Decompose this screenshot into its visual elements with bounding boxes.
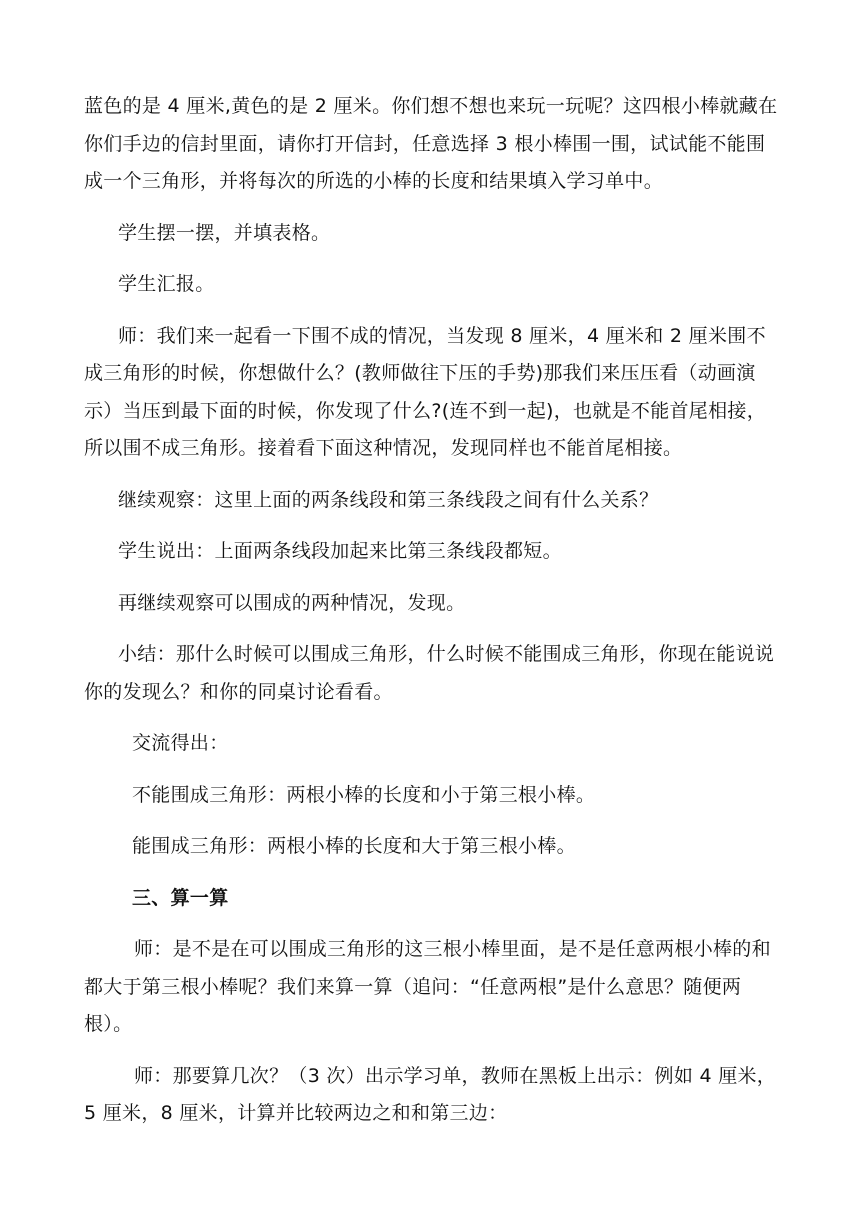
paragraph-can-form: 能围成三角形：两根小棒的长度和大于第三根小棒。 — [132, 835, 576, 857]
paragraph-intro: 蓝色的是 4 厘米,黄色的是 2 厘米。你们想不想也来玩一玩呢？这四根小棒就藏在你们手边的信封里面，请你打开信封，任意选择 3 根小棒围一围，试试能不能围成一个三角形，并将每次的所选的小棒的长度和结果填入学习单中。 — [84, 95, 778, 192]
paragraph-student-arrange: 学生摆一摆，并填表格。 — [118, 221, 331, 244]
paragraph-conclusion-heading: 交流得出： — [132, 732, 229, 754]
paragraph-cannot-form: 不能围成三角形：两根小棒的长度和小于第三根小棒。 — [132, 783, 596, 806]
section-heading: 三、算一算 — [132, 886, 229, 909]
paragraph-teacher-observe: 师：我们来一起看一下围不成的情况，当发现 8 厘米，4 厘米和 2 厘米围不成三角形的时候，你想做什么？(教师做往下压的手势)那我们来压压看（动画演示）当压到最下面的时候，你发现了什么?(连不到一起)，也就是不能首尾相接，所以围不成三角形。接着看下面这种情况，发现同样也不能首尾相接。 — [84, 324, 767, 459]
document-body — [84, 88, 784, 1133]
paragraph-continue-observe: 继续观察：这里上面的两条线段和第三条线段之间有什么关系？ — [118, 488, 659, 511]
paragraph-student-say: 学生说出：上面两条线段加起来比第三条线段都短。 — [118, 540, 562, 562]
paragraph-teacher-question: 师：是不是在可以围成三角形的这三根小棒里面，是不是任意两根小棒的和都大于第三根小棒呢？我们来算一算（追问：“任意两根”是什么意思？随便两根）。 — [84, 938, 771, 1035]
paragraph-calculation: 师：那要算几次？（3 次）出示学习单，教师在黑板上出示：例如 4 厘米，5 厘米，8 厘米，计算并比较两边之和和第三边： — [84, 1064, 777, 1124]
paragraph-summary: 小结：那什么时候可以围成三角形，什么时候不能围成三角形，你现在能说说你的发现么？和你的同桌讨论看看。 — [84, 643, 775, 703]
paragraph-student-report: 学生汇报。 — [118, 273, 215, 295]
paragraph-observe-again: 再继续观察可以围成的两种情况，发现。 — [118, 591, 466, 614]
